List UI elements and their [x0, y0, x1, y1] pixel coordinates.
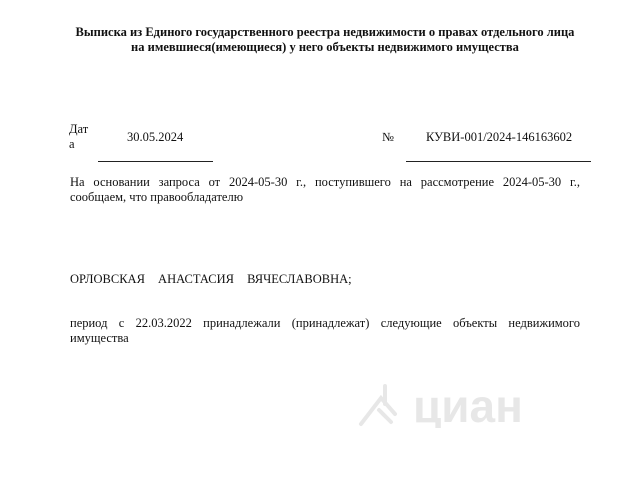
date-value: 30.05.2024 — [127, 130, 184, 144]
cian-building-icon — [361, 386, 395, 424]
ownership-period-paragraph: период с 22.03.2022 принадлежали (принадлежат) следующие объекты недвижимого имущества — [70, 316, 580, 345]
number-underline — [406, 161, 591, 162]
number-sign: № — [382, 130, 394, 144]
cian-watermark — [355, 378, 560, 428]
document-title-line-2: на имевшиеся(имеющиеся) у него объекты недвижимого имущества — [131, 40, 519, 54]
date-underline — [98, 161, 213, 162]
date-label: Дата — [69, 122, 89, 151]
cian-watermark-text: циан — [413, 380, 523, 428]
request-basis-paragraph: На основании запроса от 2024-05-30 г., поступившего на рассмотрение 2024-05-30 г., сообщаем, что правообладателю — [70, 175, 580, 204]
document-number: КУВИ-001/2024-146163602 — [426, 130, 573, 144]
cian-watermark-graphic — [355, 378, 560, 428]
owner-name: ОРЛОВСКАЯ АНАСТАСИЯ ВЯЧЕСЛАВОВНА; — [70, 272, 352, 286]
document-title-line-1: Выписка из Единого государственного реестра недвижимости о правах отдельного лица — [75, 25, 575, 39]
